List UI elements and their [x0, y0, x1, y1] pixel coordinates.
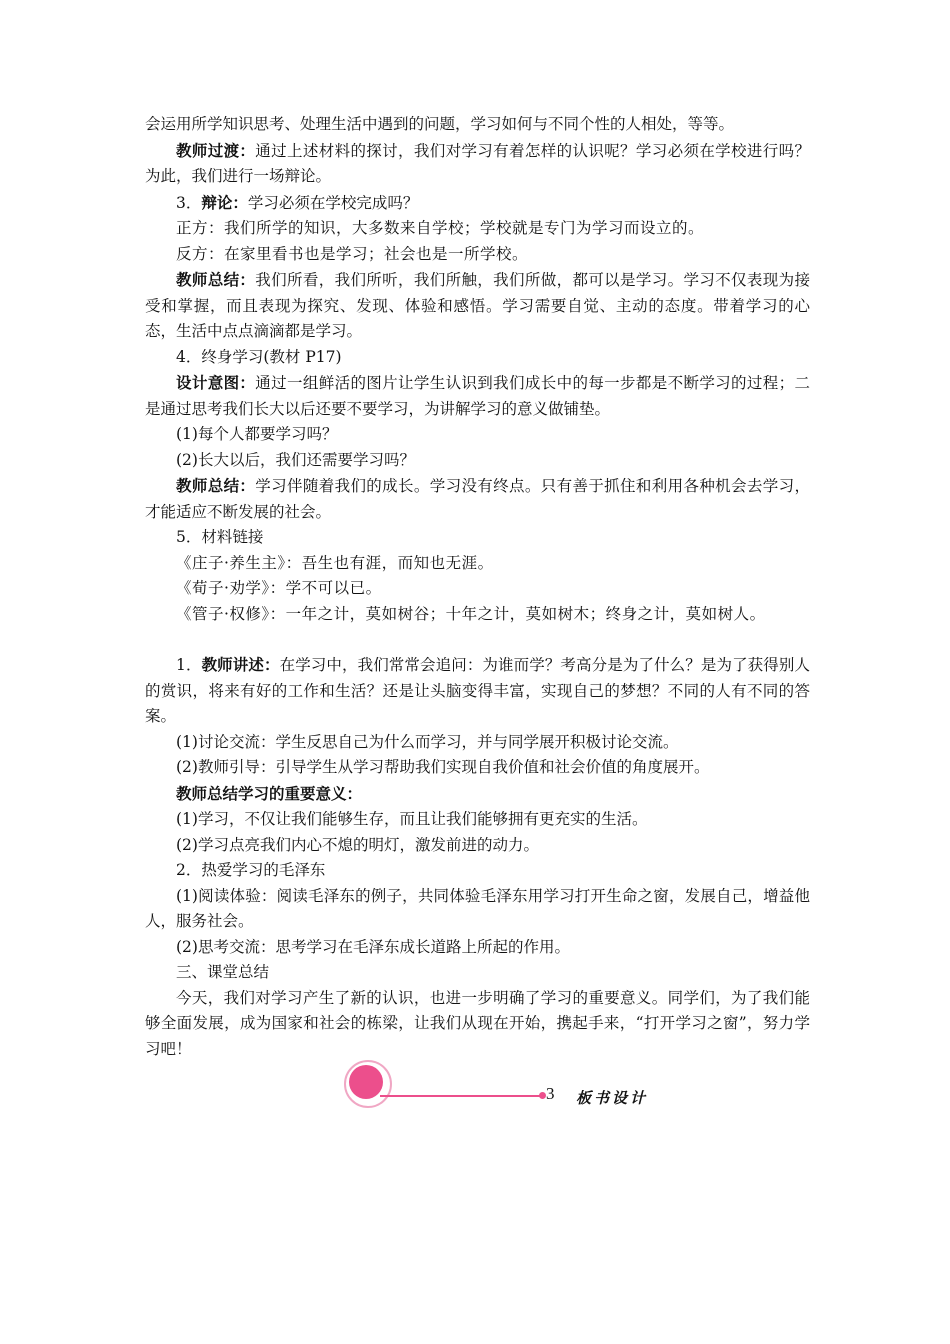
circle-fill-icon	[349, 1065, 383, 1099]
paragraph: 会运用所学知识思考、处理生活中遇到的问题，学习如何与不同个性的人相处，等等。	[145, 115, 735, 133]
debate-pro: 正方：我们所学的知识，大多数来自学校；学校就是专门为学习而设立的。	[176, 219, 705, 237]
section-heading: 三、课堂总结	[176, 963, 270, 981]
section-heading: 4．终身学习(教材 P17)	[176, 347, 342, 366]
paragraph	[145, 190, 810, 217]
paragraph-text: 我们所看，我们所听，我们所触，我们所做，都可以是学习。学习不仅表现为接受和掌握，而且表现为探究、发现、体验和感悟。学习需要自觉、主动的态度。带着学习的心态，生活中点点滴滴都是学习。	[145, 271, 810, 340]
quote: 《庄子·养生主》：吾生也有涯，而知也无涯。	[176, 553, 494, 572]
quote: 《荀子·劝学》：学不可以已。	[176, 579, 382, 597]
paragraph: (2)教师引导：引导学生从学习帮助我们实现自我价值和社会价值的角度展开。	[176, 758, 710, 776]
paragraph	[145, 267, 810, 345]
section-title: 板书设计	[576, 1089, 649, 1107]
quote: 《管子·权修》：一年之计，莫如树谷；十年之计，莫如树木；终身之计，莫如树人。	[176, 604, 766, 623]
paragraph-text: 学习伴随着我们的成长。学习没有终点。只有善于抓住和利用各种机会去学习，才能适应不断发展的社会。	[145, 477, 810, 521]
section-number: 3	[546, 1084, 555, 1103]
label-bold: 教师过渡：	[176, 140, 256, 160]
question: (2)长大以后，我们还需要学习吗？	[176, 450, 415, 469]
paragraph: 今天，我们对学习产生了新的认识，也进一步明确了学习的重要意义。同学们，为了我们能够全面发展，成为国家和社会的栋梁，让我们从现在开始，携起手来，“打开学习之窗”，努力学习吧！	[145, 988, 810, 1058]
paragraph: (2)学习点亮我们内心不熄的明灯，激发前进的动力。	[176, 835, 539, 854]
label-bold: 教师讲述：	[201, 655, 280, 674]
paragraph	[145, 652, 810, 730]
paragraph	[145, 370, 810, 422]
item-number: 1．	[176, 656, 202, 674]
banner-dot-icon	[539, 1092, 546, 1099]
item-number: 3．	[176, 193, 202, 212]
section-heading: 5．材料链接	[176, 528, 264, 546]
paragraph-text: 学习必须在学校完成吗？	[247, 193, 419, 212]
paragraph	[145, 138, 810, 190]
label-bold: 教师总结：	[176, 476, 256, 495]
label-bold: 设计意图：	[176, 373, 256, 392]
spacer	[145, 627, 810, 652]
paragraph: (2)思考交流：思考学习在毛泽东成长道路上所起的作用。	[176, 937, 570, 956]
banner-line	[380, 1095, 542, 1097]
paragraph-text: 通过上述材料的探讨，我们对学习有着怎样的认识呢？学习必须在学校进行吗？为此，我们进行一场辩论。	[145, 141, 810, 185]
question: (1)每个人都要学习吗？	[176, 425, 338, 443]
paragraph-text: 通过一组鲜活的图片让学生认识到我们成长中的每一步都是不断学习的过程；二是通过思考我们长大以后还要不要学习，为讲解学习的意义做铺垫。	[145, 374, 810, 418]
debate-con: 反方：在家里看书也是学习；社会也是一所学校。	[176, 244, 529, 263]
section-heading: 2．热爱学习的毛泽东	[176, 861, 326, 879]
label-bold: 教师总结学习的重要意义：	[176, 783, 363, 803]
paragraph-text: 在学习中，我们常常会追问：为谁而学？考高分是为了什么？是为了获得别人的赏识，将来有好的工作和生活？还是让头脑变得丰富，实现自己的梦想？不同的人有不同的答案。	[145, 656, 810, 725]
paragraph	[145, 781, 810, 808]
paragraph	[145, 473, 810, 525]
label-bold: 辩论：	[201, 192, 248, 212]
paragraph: (1)讨论交流：学生反思自己为什么而学习，并与同学展开积极讨论交流。	[176, 732, 679, 751]
label-bold: 教师总结：	[176, 270, 256, 289]
section-banner	[340, 1060, 680, 1130]
paragraph: (1)阅读体验：阅读毛泽东的例子，共同体验毛泽东用学习打开生命之窗，发展自己，增益他人，服务社会。	[145, 886, 810, 930]
paragraph: (1)学习，不仅让我们能够生存，而且让我们能够拥有更充实的生活。	[176, 810, 648, 828]
document-body	[145, 112, 810, 1062]
